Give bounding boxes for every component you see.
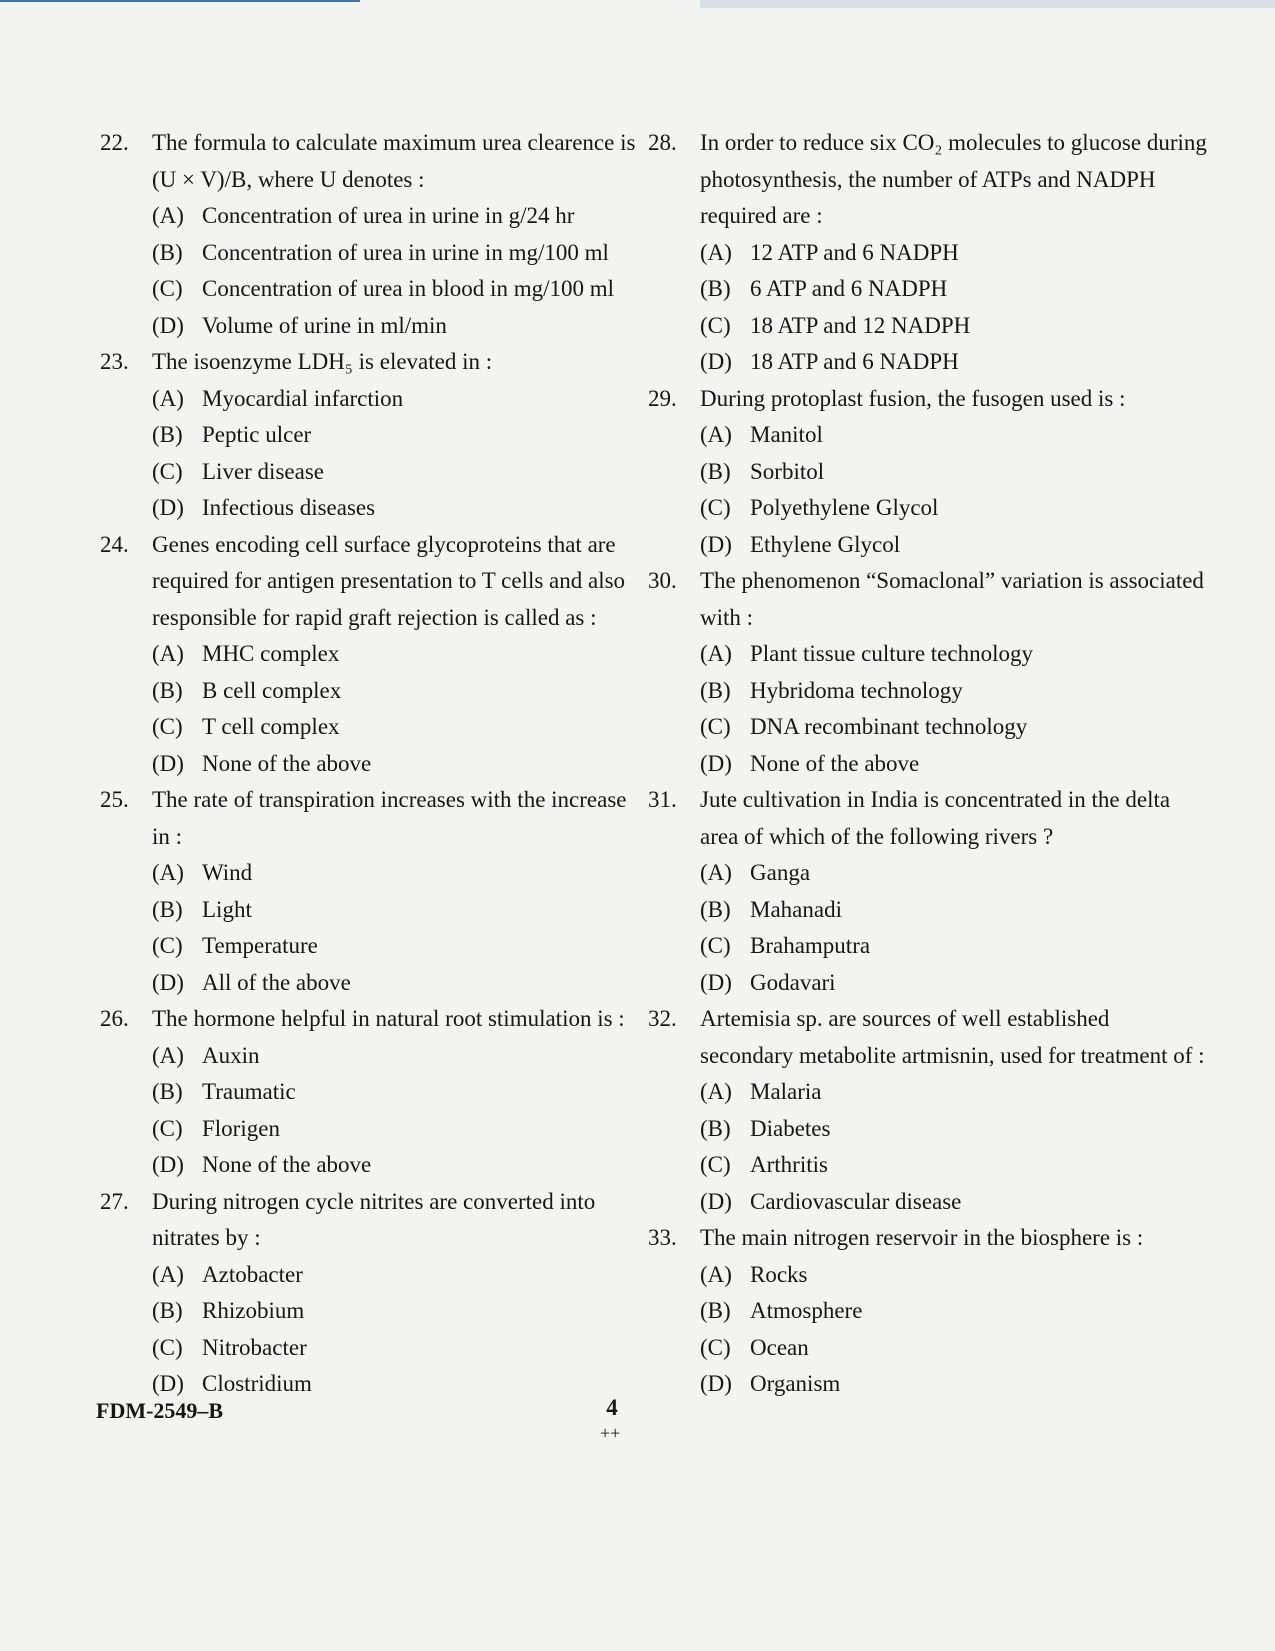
- question-number: 32.: [648, 1006, 677, 1031]
- option-label: (A): [152, 385, 184, 411]
- question-text: The isoenzyme LDH₅ is elevated in :: [152, 349, 493, 374]
- option-text: Temperature: [202, 933, 318, 958]
- option-label: (B): [152, 239, 183, 265]
- option-label: (B): [700, 1115, 731, 1141]
- question-number: 24.: [100, 531, 129, 557]
- option-text: Rocks: [750, 1261, 808, 1287]
- option-c: [100, 928, 640, 965]
- question-number: 28.: [648, 130, 677, 155]
- option-d: [648, 1366, 1208, 1403]
- option-b: [648, 454, 1208, 491]
- question-number: 23.: [100, 349, 129, 374]
- option-text: Ocean: [750, 1334, 809, 1360]
- option-a: [648, 1257, 1208, 1294]
- option-label: (B): [700, 677, 731, 703]
- question-number: 31.: [648, 787, 677, 812]
- question-24: [100, 527, 640, 783]
- question-number: 30.: [648, 568, 677, 593]
- option-d: [100, 746, 640, 783]
- option-d: [100, 490, 640, 527]
- option-text: None of the above: [202, 1152, 372, 1177]
- question-25: [100, 782, 640, 1001]
- option-label: (D): [152, 1371, 184, 1396]
- option-label: (C): [152, 933, 183, 958]
- option-label: (B): [700, 1298, 731, 1323]
- option-text: Atmosphere: [750, 1298, 863, 1323]
- option-b: [648, 1293, 1208, 1330]
- option-d: [100, 965, 640, 1002]
- page-mark: ++: [600, 1423, 621, 1443]
- option-b: [648, 1111, 1208, 1148]
- option-a: [100, 1038, 640, 1075]
- question-30: [648, 563, 1208, 782]
- option-label: (C): [700, 933, 731, 958]
- option-text: Peptic ulcer: [202, 422, 312, 447]
- option-c: [100, 1330, 640, 1367]
- option-d: [100, 308, 640, 345]
- question-number: 29.: [648, 385, 677, 411]
- option-a: [100, 636, 640, 673]
- option-text: Diabetes: [750, 1115, 831, 1141]
- question-27: [100, 1184, 640, 1403]
- option-label: (A): [700, 422, 732, 447]
- option-label: (D): [700, 969, 732, 995]
- option-text: Godavari: [750, 969, 836, 995]
- left-column: [100, 125, 640, 1403]
- option-label: (D): [152, 750, 184, 776]
- option-b: [100, 417, 640, 454]
- question-text: The formula to calculate maximum urea clearence is (U × V)/B, where U denotes :: [152, 130, 636, 192]
- option-label: (A): [700, 239, 732, 265]
- option-text: Cardiovascular disease: [750, 1188, 962, 1214]
- option-text: Polyethylene Glycol: [750, 495, 939, 520]
- option-text: 18 ATP and 12 NADPH: [750, 312, 971, 338]
- option-label: (B): [700, 458, 731, 484]
- option-text: DNA recombinant technology: [750, 714, 1028, 739]
- option-label: (B): [700, 896, 731, 922]
- question-33: [648, 1220, 1208, 1403]
- option-b: [100, 673, 640, 710]
- question-22: [100, 125, 640, 344]
- option-b: [100, 1293, 640, 1330]
- question-31: [648, 782, 1208, 1001]
- option-text: All of the above: [202, 969, 351, 995]
- option-label: (B): [152, 677, 183, 703]
- option-label: (C): [700, 1152, 731, 1177]
- option-text: 6 ATP and 6 NADPH: [750, 276, 948, 301]
- option-text: Aztobacter: [202, 1261, 303, 1287]
- option-label: (D): [152, 495, 184, 520]
- option-text: Light: [202, 896, 252, 922]
- option-label: (B): [152, 422, 183, 447]
- option-label: (D): [700, 1188, 732, 1214]
- option-c: [648, 308, 1208, 345]
- option-label: (B): [152, 1298, 183, 1323]
- option-d: [648, 1184, 1208, 1221]
- option-label: (C): [152, 1115, 183, 1141]
- option-label: (A): [700, 641, 732, 666]
- option-c: [648, 1147, 1208, 1184]
- question-29: [648, 381, 1208, 564]
- option-label: (A): [152, 1261, 184, 1287]
- option-text: Ganga: [750, 860, 811, 885]
- option-text: Florigen: [202, 1115, 280, 1141]
- option-c: [100, 1111, 640, 1148]
- option-text: Ethylene Glycol: [750, 531, 901, 557]
- question-text: In order to reduce six CO₂ molecules to glucose during photosynthesis, the number of ATPs and NADPH required are :: [700, 130, 1207, 228]
- option-text: 12 ATP and 6 NADPH: [750, 239, 959, 265]
- option-label: (C): [152, 276, 183, 301]
- option-label: (A): [152, 203, 184, 228]
- question-28: [648, 125, 1208, 381]
- option-a: [648, 417, 1208, 454]
- option-label: (A): [152, 641, 184, 666]
- option-d: [648, 527, 1208, 564]
- option-c: [100, 271, 640, 308]
- option-text: Manitol: [750, 422, 823, 447]
- option-label: (B): [152, 896, 183, 922]
- option-label: (B): [700, 276, 731, 301]
- option-label: (D): [152, 312, 184, 338]
- option-b: [648, 271, 1208, 308]
- option-label: (D): [700, 750, 732, 776]
- question-number: 25.: [100, 787, 129, 812]
- option-c: [100, 709, 640, 746]
- option-text: Auxin: [202, 1042, 260, 1068]
- option-text: Clostridium: [202, 1371, 312, 1396]
- page-number: 4: [606, 1395, 618, 1420]
- option-d: [100, 1147, 640, 1184]
- option-text: Concentration of urea in blood in mg/100 ml: [202, 276, 615, 301]
- option-a: [648, 1074, 1208, 1111]
- option-label: (C): [700, 1334, 731, 1360]
- option-c: [648, 709, 1208, 746]
- question-number: 27.: [100, 1188, 129, 1214]
- option-text: MHC complex: [202, 641, 340, 666]
- question-32: [648, 1001, 1208, 1220]
- option-a: [100, 198, 640, 235]
- option-label: (A): [700, 1261, 732, 1287]
- option-text: Brahamputra: [750, 933, 871, 958]
- option-c: [648, 928, 1208, 965]
- option-text: 18 ATP and 6 NADPH: [750, 349, 959, 374]
- option-text: Infectious diseases: [202, 495, 376, 520]
- option-label: (A): [152, 860, 184, 885]
- option-label: (D): [152, 969, 184, 995]
- option-b: [100, 1074, 640, 1111]
- option-label: (C): [152, 1334, 183, 1360]
- option-b: [648, 892, 1208, 929]
- option-text: Traumatic: [202, 1079, 296, 1104]
- option-a: [100, 1257, 640, 1294]
- option-b: [100, 892, 640, 929]
- option-label: (A): [700, 860, 732, 885]
- question-text: The phenomenon “Somaclonal” variation is associated with :: [700, 568, 1204, 630]
- option-a: [648, 235, 1208, 272]
- option-b: [648, 673, 1208, 710]
- option-text: Hybridoma technology: [750, 677, 963, 703]
- option-d: [648, 965, 1208, 1002]
- option-label: (A): [700, 1079, 732, 1104]
- option-text: Sorbitol: [750, 458, 825, 484]
- option-text: Concentration of urea in urine in g/24 hr: [202, 203, 575, 228]
- question-text: Jute cultivation in India is concentrated in the delta area of which of the following rivers ?: [700, 787, 1171, 849]
- question-number: 33.: [648, 1225, 677, 1250]
- question-text: During nitrogen cycle nitrites are converted into nitrates by :: [152, 1188, 596, 1250]
- option-c: [648, 1330, 1208, 1367]
- option-c: [648, 490, 1208, 527]
- option-text: Myocardial infarction: [202, 385, 404, 411]
- question-number: 22.: [100, 130, 129, 155]
- option-text: Liver disease: [202, 458, 324, 484]
- question-text: Artemisia sp. are sources of well established secondary metabolite artmisnin, used for treatment of :: [700, 1006, 1205, 1068]
- top-scan-line: [0, 0, 360, 2]
- option-text: Nitrobacter: [202, 1334, 307, 1360]
- booklet-code: FDM-2549–B: [96, 1398, 224, 1423]
- option-text: Arthritis: [750, 1152, 828, 1177]
- option-label: (B): [152, 1079, 183, 1104]
- question-23: [100, 344, 640, 527]
- question-text: The rate of transpiration increases with the increase in :: [152, 787, 627, 849]
- option-text: Concentration of urea in urine in mg/100 ml: [202, 239, 609, 265]
- option-d: [648, 746, 1208, 783]
- option-text: Rhizobium: [202, 1298, 305, 1323]
- option-text: Plant tissue culture technology: [750, 641, 1033, 666]
- option-text: B cell complex: [202, 677, 342, 703]
- option-label: (D): [700, 531, 732, 557]
- option-label: (C): [700, 312, 731, 338]
- option-text: Volume of urine in ml/min: [202, 312, 447, 338]
- option-text: Malaria: [750, 1079, 822, 1104]
- question-text: Genes encoding cell surface glycoproteins that are required for antigen presentation to T cells and also responsible for rapid graft rejection is called as :: [152, 531, 626, 630]
- question-text: During protoplast fusion, the fusogen used is :: [700, 385, 1126, 411]
- option-label: (D): [700, 349, 732, 374]
- option-text: Mahanadi: [750, 896, 842, 922]
- option-label: (C): [700, 714, 731, 739]
- option-text: T cell complex: [202, 714, 340, 739]
- option-d: [648, 344, 1208, 381]
- option-label: (D): [700, 1371, 732, 1396]
- option-label: (C): [152, 714, 183, 739]
- option-text: Wind: [202, 860, 253, 885]
- option-label: (D): [152, 1152, 184, 1177]
- question-text: The hormone helpful in natural root stimulation is :: [152, 1006, 625, 1031]
- top-scan-shadow: [700, 0, 1275, 8]
- question-text: The main nitrogen reservoir in the biosphere is :: [700, 1225, 1144, 1250]
- option-a: [648, 855, 1208, 892]
- option-label: (A): [152, 1042, 184, 1068]
- option-label: (C): [700, 495, 731, 520]
- question-number: 26.: [100, 1006, 129, 1031]
- option-c: [100, 454, 640, 491]
- option-text: None of the above: [750, 750, 920, 776]
- option-a: [648, 636, 1208, 673]
- option-text: None of the above: [202, 750, 372, 776]
- option-label: (C): [152, 458, 183, 484]
- question-26: [100, 1001, 640, 1184]
- option-b: [100, 235, 640, 272]
- right-column: [648, 125, 1208, 1403]
- option-text: Organism: [750, 1371, 841, 1396]
- option-a: [100, 381, 640, 418]
- option-a: [100, 855, 640, 892]
